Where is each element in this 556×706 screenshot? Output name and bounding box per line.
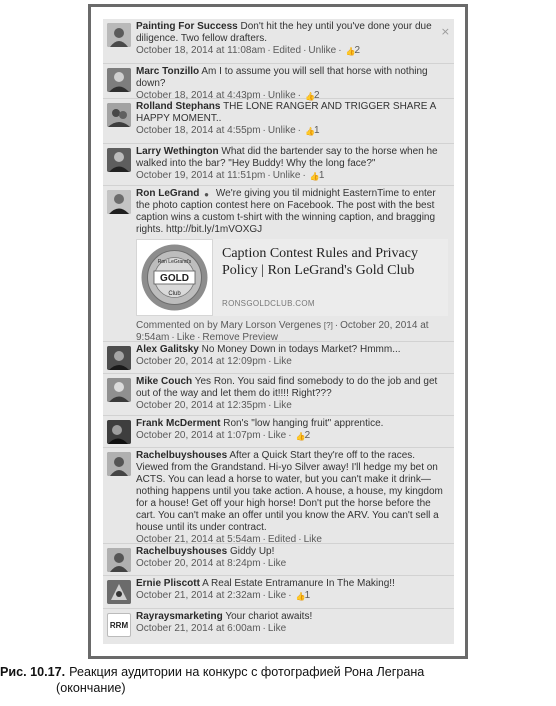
avatar[interactable] bbox=[107, 613, 131, 637]
unlike-link[interactable]: Unlike bbox=[267, 125, 296, 136]
comment-item bbox=[103, 609, 454, 644]
comment-author[interactable]: Mike Couch bbox=[136, 376, 193, 387]
comment-item bbox=[103, 64, 454, 99]
comment-meta: October 18, 2014 at 4:55pm · Unlike · 👍1 bbox=[136, 125, 320, 136]
like-count[interactable]: 2 bbox=[304, 430, 311, 441]
like-link[interactable]: Like bbox=[273, 356, 292, 367]
comment-text: What did the bartender say to the horse when he walked into the bar? "Hey Buddy! Why the long face?" bbox=[136, 146, 438, 169]
badge-top-text: Ron LeGrand's bbox=[157, 259, 192, 265]
comment-time[interactable]: October 18, 2014 at 4:55pm bbox=[136, 125, 261, 136]
comment-author[interactable]: Rayraysmarketing bbox=[136, 611, 223, 622]
like-link[interactable]: Like bbox=[267, 558, 287, 569]
comment-meta: October 19, 2014 at 11:51pm · Unlike · 👍1 bbox=[136, 170, 325, 181]
comment-meta: October 18, 2014 at 4:43pm · Unlike · 👍2 bbox=[136, 90, 320, 101]
thumbs-up-icon: 👍 bbox=[305, 92, 315, 101]
like-count[interactable]: 2 bbox=[314, 90, 320, 101]
comment-item bbox=[103, 99, 454, 144]
like-link[interactable]: Like bbox=[267, 623, 287, 634]
comment-meta: October 21, 2014 at 2:32am · Like · 👍1 bbox=[136, 590, 311, 601]
comment-meta: October 20, 2014 at 12:35pm · Like bbox=[136, 400, 292, 411]
comment-author[interactable]: Rachelbuyshouses bbox=[136, 450, 228, 461]
comment-time[interactable]: October 21, 2014 at 2:32am bbox=[136, 590, 261, 601]
figure-number: Рис. 10.17. bbox=[0, 665, 66, 679]
comment-item bbox=[103, 576, 454, 609]
thumbs-up-icon: 👍 bbox=[309, 172, 320, 181]
verified-icon: ● bbox=[204, 190, 209, 199]
avatar[interactable] bbox=[107, 420, 131, 444]
comment-meta: October 20, 2014 at 1:07pm · Like · 👍2 bbox=[136, 430, 311, 441]
remove-preview-link[interactable]: Remove Preview bbox=[202, 332, 278, 343]
comment-author[interactable]: Ron LeGrand bbox=[136, 188, 200, 199]
like-count[interactable]: 1 bbox=[314, 125, 320, 136]
comment-meta: Commented on by Mary Lorson Vergenes [?] · October 20, 2014 at 9:54am · Like · Remove Preview bbox=[136, 320, 429, 343]
avatar[interactable] bbox=[107, 452, 131, 476]
comment-text: Giddy Up! bbox=[229, 546, 275, 557]
comment-text: Your chariot awaits! bbox=[225, 611, 313, 622]
comment-text: Am I to assume you will sell that horse with nothing down? bbox=[136, 66, 428, 89]
link-preview-card[interactable] bbox=[136, 239, 448, 316]
comment-time[interactable]: October 20, 2014 at 12:09pm bbox=[136, 356, 267, 367]
comment-item bbox=[103, 544, 454, 576]
edited-link[interactable]: Edited bbox=[267, 534, 297, 545]
comment-time[interactable]: October 21, 2014 at 6:00am bbox=[136, 623, 261, 634]
comment-time[interactable]: October 18, 2014 at 11:08am bbox=[136, 45, 266, 56]
unlike-link[interactable]: Unlike bbox=[308, 45, 337, 56]
like-link[interactable]: Like bbox=[303, 534, 322, 545]
like-link[interactable]: Like bbox=[267, 430, 287, 441]
like-count[interactable]: 1 bbox=[304, 590, 311, 601]
comment-text: We're giving you til midnight EasternTime to enter the photo caption contest here on Facebook. The post with the best caption wins a custom t-shirt with the winning caption, and bragging rights. http://bit.ly/1mVOXGJ bbox=[136, 188, 436, 235]
avatar[interactable] bbox=[107, 378, 131, 402]
like-count[interactable]: 2 bbox=[354, 45, 361, 56]
comment-time[interactable]: October 20, 2014 at 8:24pm bbox=[136, 558, 261, 569]
comment-author[interactable]: Rachelbuyshouses bbox=[136, 546, 228, 557]
comment-meta: October 20, 2014 at 12:09pm · Like bbox=[136, 356, 292, 367]
like-link[interactable]: Like bbox=[267, 590, 287, 601]
comment-author[interactable]: Frank McDerment bbox=[136, 418, 221, 429]
badge-gold-text: GOLD bbox=[160, 273, 189, 284]
comment-text: Ron's "low hanging fruit" apprentice. bbox=[223, 418, 384, 429]
comment-item bbox=[103, 19, 454, 64]
comment-author[interactable]: Alex Galitsky bbox=[136, 344, 199, 355]
comment-text: Don't hit the hey until you've done your due diligence. Two fellow drafters. bbox=[136, 21, 432, 44]
avatar[interactable] bbox=[107, 23, 131, 47]
avatar[interactable] bbox=[107, 548, 131, 572]
comment-meta: October 21, 2014 at 5:54am · Edited · Like bbox=[136, 534, 322, 545]
comment-text: No Money Down in todays Market? Hmmm... bbox=[201, 344, 401, 355]
edited-link[interactable]: Edited bbox=[272, 45, 302, 56]
comment-meta: October 21, 2014 at 6:00am · Like bbox=[136, 623, 287, 634]
comment-item bbox=[103, 186, 454, 342]
avatar[interactable] bbox=[107, 68, 131, 92]
comment-text: Yes Ron. You said find somebody to do the job and get out of the way and let them do it!!!! Right??? bbox=[136, 376, 438, 399]
comment-text: A Real Estate Entramanure In The Making!! bbox=[202, 578, 395, 589]
like-link[interactable]: Like bbox=[273, 400, 292, 411]
thumbs-up-icon: 👍 bbox=[295, 432, 306, 441]
badge-bottom-text: Club bbox=[168, 291, 181, 297]
link-preview-title[interactable]: Caption Contest Rules and Privacy Policy | Ron LeGrand's Gold Club bbox=[222, 246, 418, 278]
comment-item bbox=[103, 342, 454, 374]
thumbs-up-icon: 👍 bbox=[305, 127, 315, 136]
unlike-link[interactable]: Unlike bbox=[267, 90, 296, 101]
comment-author[interactable]: Painting For Success bbox=[136, 21, 238, 32]
comment-text: After a Quick Start they're off to the races. Viewed from the Grandstand. Hi-yo Silver away! I'll hedge my bet on ACTS. You can lead a horse to water, but you can't make it drink—nothing happens until you take action. A house, a house, my kingdom for a house! Get off your high horse! Don't put the horse before the cart. You can't make an offer until you know the ARV. You can't sell a house until its under contract. bbox=[136, 450, 443, 533]
comment-author[interactable]: Marc Tonzillo bbox=[136, 66, 200, 77]
commented-on-by: Commented on by Mary Lorson Vergenes bbox=[136, 320, 322, 331]
like-link[interactable]: Like bbox=[176, 332, 196, 343]
comment-time[interactable]: October 21, 2014 at 5:54am bbox=[136, 534, 261, 545]
comment-time[interactable]: October 19, 2014 at 11:51pm bbox=[136, 170, 266, 181]
avatar[interactable] bbox=[107, 148, 131, 172]
thumbs-up-icon: 👍 bbox=[295, 592, 306, 601]
avatar[interactable] bbox=[107, 103, 131, 127]
avatar[interactable] bbox=[107, 190, 131, 214]
comment-feed bbox=[103, 19, 454, 644]
comment-time[interactable]: October 20, 2014 at 1:07pm bbox=[136, 430, 261, 441]
link-preview-domain: RONSGOLDCLUB.COM bbox=[222, 299, 315, 308]
help-link[interactable]: [?] bbox=[323, 321, 333, 330]
comment-item bbox=[103, 144, 454, 186]
comment-meta: October 20, 2014 at 8:24pm · Like bbox=[136, 558, 287, 569]
figure-caption-line2: (окончание) bbox=[56, 681, 126, 695]
figure-caption-line1: Реакция аудитории на конкурс с фотографией Рона Леграна bbox=[69, 665, 425, 679]
figure-caption bbox=[0, 664, 556, 696]
gold-club-badge-image bbox=[136, 239, 213, 316]
comment-time[interactable]: October 20, 2014 at 9:54am bbox=[136, 320, 429, 343]
comment-author[interactable]: Rolland Stephans bbox=[136, 101, 221, 112]
screenshot-frame bbox=[88, 4, 468, 659]
comment-author[interactable]: Ernie Pliscott bbox=[136, 578, 200, 589]
like-count[interactable]: 1 bbox=[318, 170, 325, 181]
avatar[interactable] bbox=[107, 580, 131, 604]
comment-time[interactable]: October 18, 2014 at 4:43pm bbox=[136, 90, 261, 101]
comment-text: THE LONE RANGER AND TRIGGER SHARE A HAPPY MOMENT.. bbox=[136, 101, 436, 124]
thumbs-up-icon: 👍 bbox=[345, 47, 356, 56]
comment-author[interactable]: Larry Wethington bbox=[136, 146, 219, 157]
avatar-initials: RRM bbox=[109, 620, 129, 630]
comment-meta: October 18, 2014 at 11:08am · Edited · Unlike · 👍2 bbox=[136, 45, 361, 56]
close-icon[interactable]: × bbox=[440, 25, 450, 38]
comment-time[interactable]: October 20, 2014 at 12:35pm bbox=[136, 400, 267, 411]
unlike-link[interactable]: Unlike bbox=[272, 170, 301, 181]
comment-item bbox=[103, 448, 454, 544]
comment-item bbox=[103, 374, 454, 416]
avatar[interactable] bbox=[107, 346, 131, 370]
comment-item bbox=[103, 416, 454, 448]
